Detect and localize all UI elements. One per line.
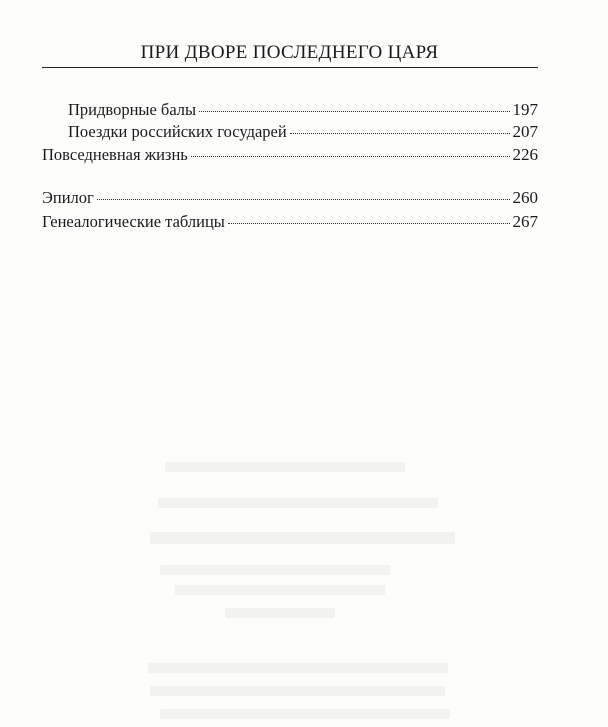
dot-leader xyxy=(97,199,510,200)
running-header: ПРИ ДВОРЕ ПОСЛЕДНЕГО ЦАРЯ xyxy=(140,42,439,63)
toc-entry xyxy=(68,122,538,142)
toc-entry-page: 260 xyxy=(512,188,538,207)
show-through-line xyxy=(175,585,385,595)
toc-entry xyxy=(42,188,538,208)
dot-leader xyxy=(290,133,510,134)
toc-entry-page: 267 xyxy=(512,212,538,231)
toc-entry-title: Поездки российских государей xyxy=(68,122,287,141)
toc-entry-page: 197 xyxy=(512,100,538,119)
dot-leader xyxy=(199,111,509,112)
show-through-line xyxy=(225,608,335,618)
toc-entry-title: Генеалогические таблицы xyxy=(42,212,225,231)
toc-entry-title: Придворные балы xyxy=(68,100,197,119)
show-through-area xyxy=(0,420,608,727)
show-through-line xyxy=(160,709,450,719)
show-through-line xyxy=(165,462,405,472)
toc-entry-title: Эпилог xyxy=(42,188,94,207)
show-through-line xyxy=(150,686,445,696)
dot-leader xyxy=(191,156,510,157)
header-rule xyxy=(42,67,538,68)
show-through-line xyxy=(150,532,455,544)
toc-entry-title: Повседневная жизнь xyxy=(42,145,188,164)
toc-entry-page: 226 xyxy=(512,145,538,164)
show-through-line xyxy=(148,663,448,673)
toc-entry xyxy=(42,212,538,232)
toc-entry-page: 207 xyxy=(512,122,538,141)
show-through-line xyxy=(158,498,438,508)
dot-leader xyxy=(228,223,510,224)
toc-entry xyxy=(68,100,538,120)
show-through-line xyxy=(160,565,390,575)
toc-entry xyxy=(42,145,538,165)
